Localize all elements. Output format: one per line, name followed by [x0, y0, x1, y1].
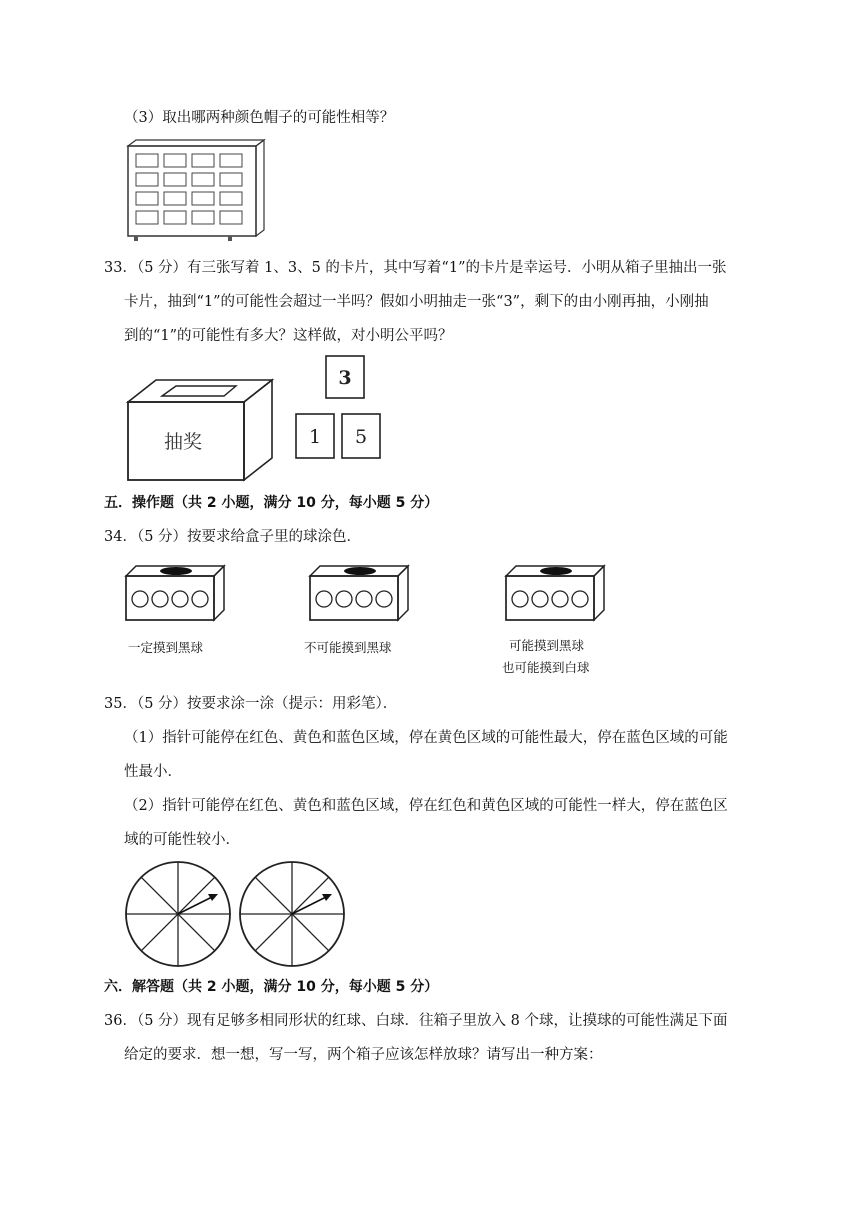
q35-sub1-line2: 性最小．	[124, 764, 182, 780]
q36-line1: 36．（5 分）现有足够多相同形状的红球、白球．往箱子里放入 8 个球，让摸球的可能性满足下面	[104, 1013, 728, 1029]
ball-box-1	[120, 560, 230, 622]
lottery-box-label: 抽奖	[164, 431, 203, 453]
box-3-caption-line1: 可能摸到黑球	[509, 638, 585, 653]
card-5-label: 5	[354, 426, 368, 448]
hat-cabinet-figure	[118, 138, 270, 242]
lottery-box-figure	[120, 350, 390, 484]
spinner-2	[236, 858, 348, 970]
q33-line2: 卡片，抽到“1”的可能性会超过一半吗？假如小明抽走一张“3”，剩下的由小刚再抽，小刚抽	[124, 294, 709, 310]
ball-box-3	[500, 560, 610, 622]
spinner-1	[122, 858, 234, 970]
q35-text: 35．（5 分）按要求涂一涂（提示：用彩笔）．	[104, 696, 398, 712]
card-3-label: 3	[338, 367, 352, 389]
box-3-caption-line2: 也可能摸到白球	[502, 660, 590, 675]
q32-sub3-text: （3）取出哪两种颜色帽子的可能性相等？	[124, 110, 395, 126]
q33-line3: 到的“1”的可能性有多大？这样做，对小明公平吗？	[124, 328, 453, 344]
q35-sub2-line1: （2）指针可能停在红色、黄色和蓝色区域，停在红色和黄色区域的可能性一样大，停在蓝色区	[124, 798, 728, 814]
box-1-caption: 一定摸到黑球	[128, 640, 204, 655]
q33-line1: 33．（5 分）有三张写着 1、3、5 的卡片，其中写着“1”的卡片是幸运号．小明从箱子里抽出一张	[104, 260, 727, 276]
q35-sub2-line2: 域的可能性较小．	[124, 832, 240, 848]
q34-text: 34．（5 分）按要求给盒子里的球涂色．	[104, 529, 362, 545]
card-1-label: 1	[308, 426, 322, 448]
box-2-caption: 不可能摸到黑球	[304, 640, 392, 655]
q36-line2: 给定的要求．想一想，写一写，两个箱子应该怎样放球？请写出一种方案：	[124, 1047, 603, 1063]
q35-sub1-line1: （1）指针可能停在红色、黄色和蓝色区域，停在黄色区域的可能性最大，停在蓝色区域的可能	[124, 730, 728, 746]
ball-box-2	[304, 560, 414, 622]
section-5-heading: 五．操作题（共 2 小题，满分 10 分，每小题 5 分）	[104, 495, 439, 511]
section-6-heading: 六．解答题（共 2 小题，满分 10 分，每小题 5 分）	[104, 979, 439, 995]
